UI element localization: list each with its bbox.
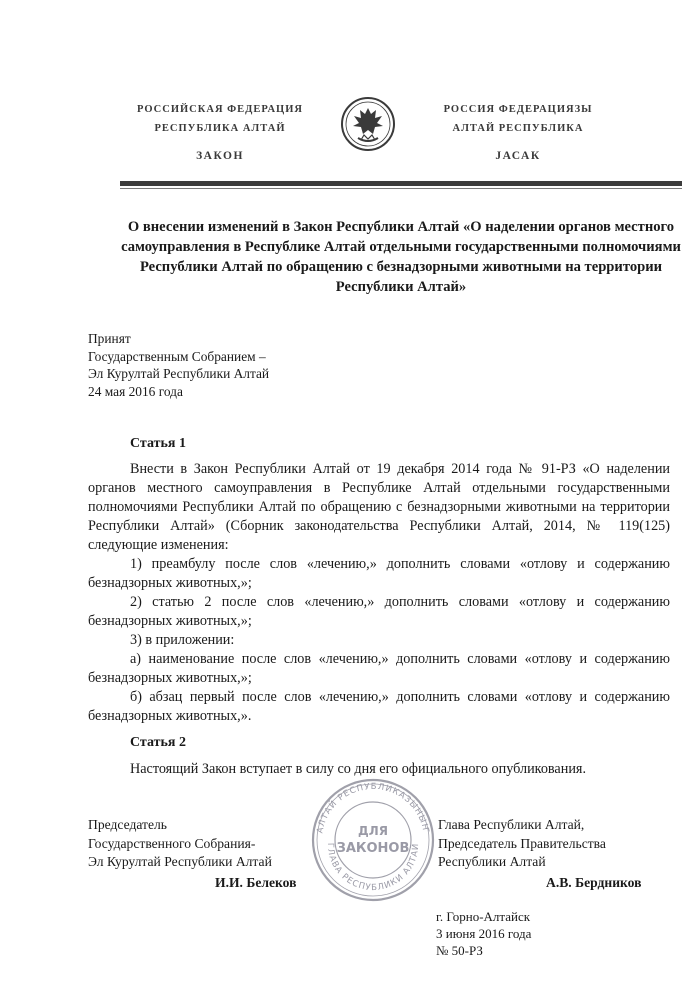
signature-left-name: И.И. Белеков [215,875,297,890]
adoption-info [88,330,269,400]
adoption-date: 24 мая 2016 года [88,383,183,399]
article-1-heading: Статья 1 [130,436,186,451]
adoption-line: Эл Курултай Республики Алтай [88,366,270,381]
header-right-line1: РОССИЯ ФЕДЕРАЦИЯЗЫ [443,104,593,115]
header-right-doctype: ЈАСАК [495,150,541,162]
svg-text:ДЛЯ: ДЛЯ [358,824,388,838]
svg-text:АЛТАЙ РЕСПУБЛИКАЗЫНЫҤ: АЛТАЙ РЕСПУБЛИКАЗЫНЫҤ [315,781,431,835]
footer-number: № 50-РЗ [436,943,483,958]
signature-left-line: Эл Курултай Республики Алтай [88,854,272,869]
signature-right [438,816,606,872]
coat-of-arms-icon [340,94,396,154]
signature-right-line: Республики Алтай [438,854,546,869]
footer-info [436,908,531,959]
signature-left-line: Государственного Собрания- [88,835,256,851]
adoption-line: Государственным Собранием – [88,348,266,364]
header-right-line2: АЛТАЙ РЕСПУБЛИКА [452,123,584,134]
signature-right-line: Глава Республики Алтай, [438,817,585,832]
signature-right-name: А.В. Бердников [546,875,642,890]
article-1-item-3b: б) абзац первый после слов «лечению,» дополнить словами «отлову и содержанию безнадзорных животных,». [88,689,670,724]
article-1-item-3a: а) наименование после слов «лечению,» дополнить словами «отлову и содержанию безнадзорных животных,»; [88,651,670,686]
article-1-item-3: 3) в приложении: [130,632,235,648]
official-seal-stamp [308,775,438,905]
header-left-doctype: ЗАКОН [196,150,244,162]
article-1-body [88,460,670,726]
signature-right-line: Председатель Правительства [438,835,606,851]
svg-text:ГЛАВА РЕСПУБЛИКИ АЛТАЙ: ГЛАВА РЕСПУБЛИКИ АЛТАЙ [324,842,422,894]
article-1-item-1: 1) преамбулу после слов «лечению,» дополнить словами «отлову и содержанию безнадзорных животных,»; [88,556,670,591]
svg-text:ЗАКОНОВ: ЗАКОНОВ [336,841,410,856]
document-title: О внесении изменений в Закон Республики Алтай «О наделении органов местного самоуправления в Республике Алтай отдельными государственными полномочиями Республики Алтай по обращению с безнадзорными животными на территории Республики Алтай» [121,219,681,295]
signature-left-line: Председатель [88,817,167,832]
article-1-item-2: 2) статью 2 после слов «лечению,» дополнить словами «отлову и содержанию безнадзорных животных,»; [88,594,670,629]
footer-date: 3 июня 2016 года [436,926,532,941]
header-divider-thin [120,188,682,189]
header-divider-thick [120,181,682,186]
footer-place: г. Горно-Алтайск [436,909,531,924]
article-1-intro: Внести в Закон Республики Алтай от 19 декабря 2014 года № 91-РЗ «О наделении органов местного самоуправления в Республике Алтай отдельными государственными полномочиями Республики Алтай по обращению с безнадзорными животными на территории Республики Алтай» (Сборник законодательства Республики Алтай, 2014, № 119(125) следующие изменения: [88,461,670,553]
adoption-line: Принят [88,331,131,346]
article-2-heading: Статья 2 [130,735,186,750]
article-2-text: Настоящий Закон вступает в силу со дня его официального опубликования. [130,761,586,777]
header-left-line1: РОССИЙСКАЯ ФЕДЕРАЦИЯ [137,104,303,115]
signature-left [88,816,272,872]
header-left-line2: РЕСПУБЛИКА АЛТАЙ [154,123,286,134]
